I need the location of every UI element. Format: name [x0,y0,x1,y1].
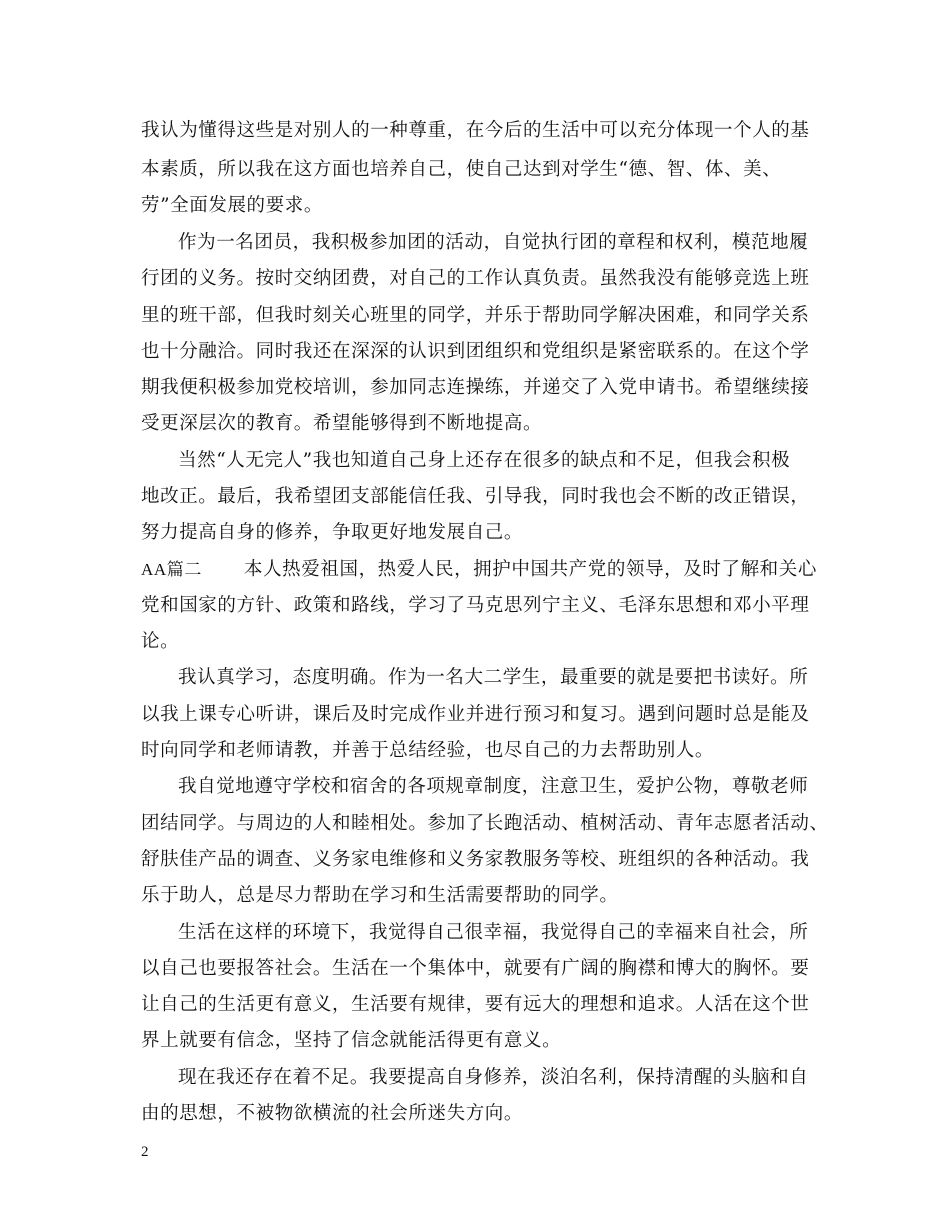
text-line: 我自觉地遵守学校和宿舍的各项规章制度，注意卫生，爱护公物，尊敬老师 [178,776,809,797]
text-line: 劳”全面发展的要求。 [141,195,323,216]
text-line: 受更深层次的教育。希望能够得到不断地提高。 [141,413,543,434]
text-line: 让自己的生活更有意义，生活要有规律，要有远大的理想和追求。人活在这个世 [141,994,810,1015]
text-line: 本素质，所以我在这方面也培养自己，使自己达到对学生“德、智、体、美、 [141,159,782,180]
text-line: 现在我还存在着不足。我要提高自身修养，淡泊名利，保持清醒的头脑和自 [178,1067,809,1088]
section-text: 本人热爱祖国，热爱人民，拥护中国共产党的领导，及时了解和关心 [243,559,817,580]
text-line: 由的思想，不被物欲横流的社会所迷失方向。 [141,1103,524,1124]
text-line: 行团的义务。按时交纳团费，对自己的工作认真负责。虽然我没有能够竞选上班 [141,268,810,289]
section-line [141,558,821,582]
text-line: 乐于助人，总是尽力帮助在学习和生活需要帮助的同学。 [141,885,619,906]
text-line: 作为一名团员，我积极参加团的活动，自觉执行团的章程和权利，模范地履 [178,232,809,253]
page-number: 2 [141,1144,149,1160]
text-line: 论。 [141,631,180,652]
text-line: 以自己也要报答社会。生活在一个集体中，就要有广阔的胸襟和博大的胸怀。要 [141,958,810,979]
text-line: 生活在这样的环境下，我觉得自己很幸福，我觉得自己的幸福来自社会，所 [178,922,809,943]
text-line: 舒肤佳产品的调查、义务家电维修和义务家教服务等校、班组织的各种活动。我 [141,849,810,870]
text-line: 党和国家的方针、政策和路线，学习了马克思列宁主义、毛泽东思想和邓小平理 [141,595,810,616]
text-line: 期我便积极参加党校培训，参加同志连操练，并递交了入党申请书。希望继续接 [141,377,810,398]
text-line: 我认真学习，态度明确。作为一名大二学生，最重要的就是要把书读好。所 [178,667,809,688]
text-line: 里的班干部，但我时刻关心班里的同学，并乐于帮助同学解决困难，和同学关系 [141,305,810,326]
text-line: 地改正。最后，我希望团支部能信任我、引导我，同时我也会不断的改正错误， [141,486,810,507]
section-label: AA篇二 [141,560,202,579]
text-line: 我认为懂得这些是对别人的一种尊重，在今后的生活中可以充分体现一个人的基 [141,120,810,141]
text-line: 团结同学。与周边的人和睦相处。参加了长跑活动、植树活动、青年志愿者活动、 [141,813,829,834]
text-line: 时向同学和老师请教，并善于总结经验，也尽自己的力去帮助别人。 [141,740,715,761]
text-line: 努力提高自身的修养，争取更好地发展自己。 [141,522,524,543]
text-line: 当然“人无完人”我也知道自己身上还存在很多的缺点和不足，但我会积极 [178,450,791,471]
text-line: 也十分融洽。同时我还在深深的认识到团组织和党组织是紧密联系的。在这个学 [141,341,810,362]
text-line: 界上就要有信念，坚持了信念就能活得更有意义。 [141,1030,562,1051]
text-line: 以我上课专心听讲，课后及时完成作业并进行预习和复习。遇到问题时总是能及 [141,704,810,725]
